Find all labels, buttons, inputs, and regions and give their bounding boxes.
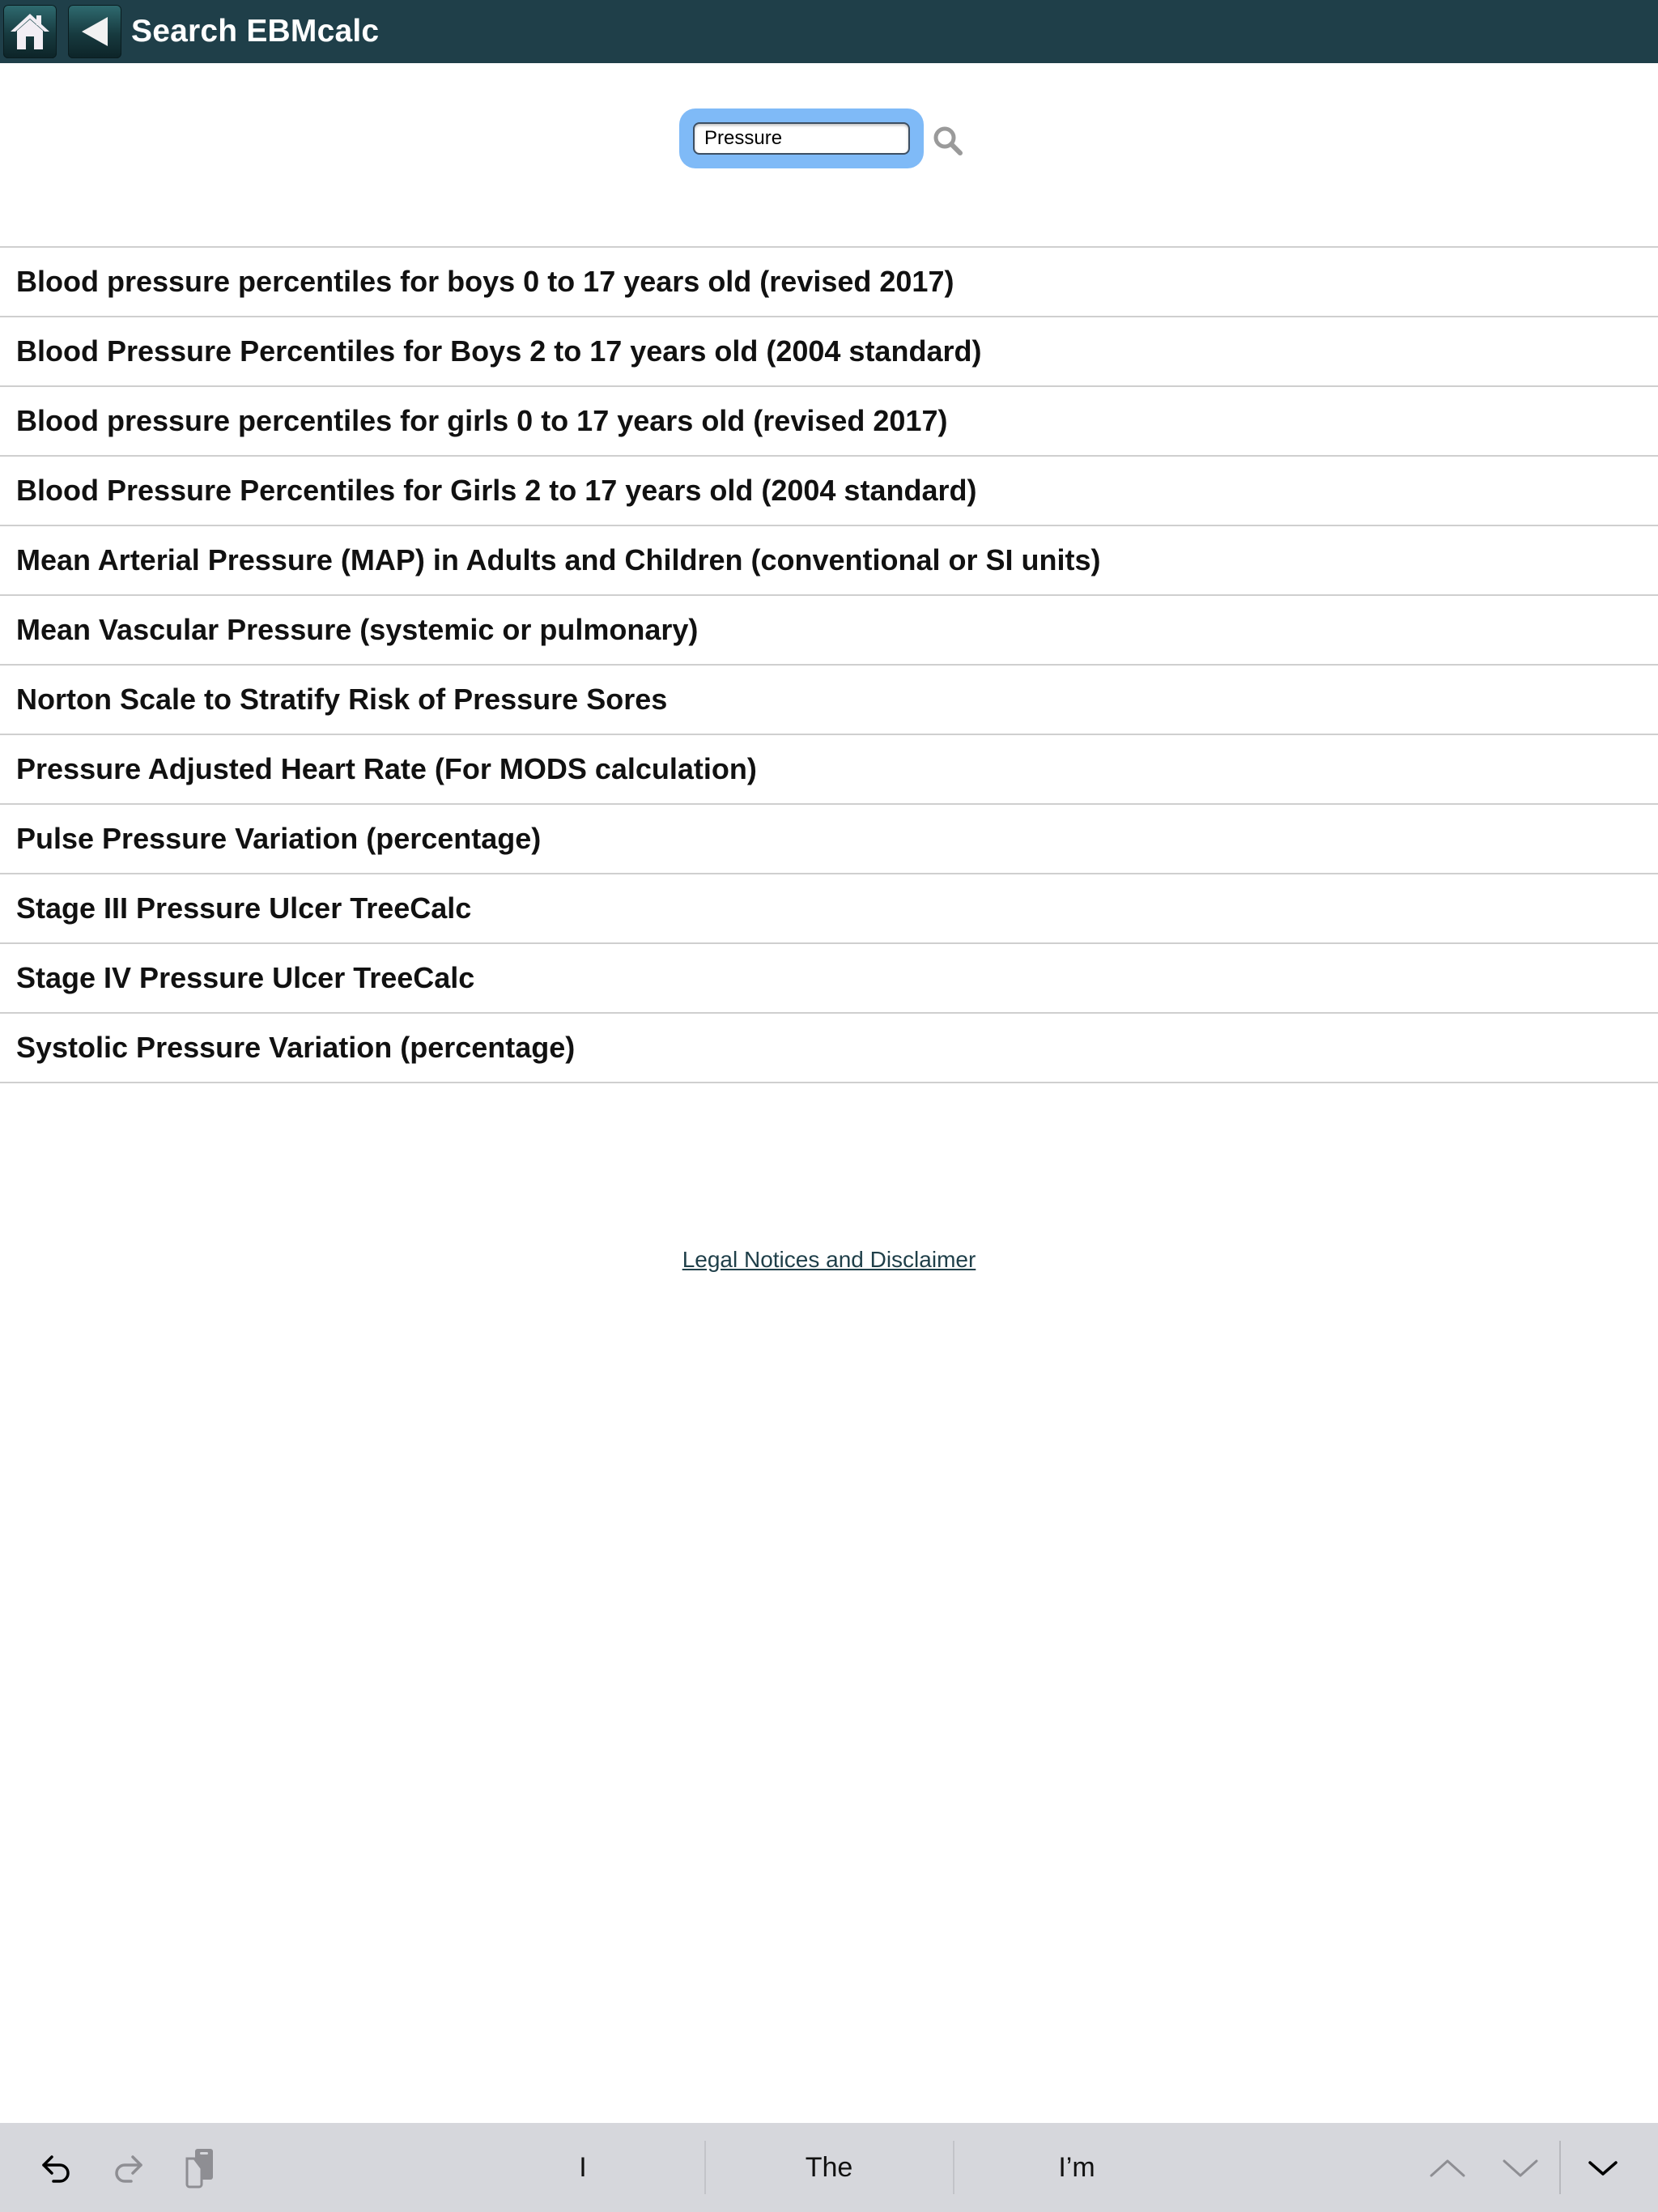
keyboard-shortcut-bar [0,2123,1658,2212]
dismiss-keyboard-button[interactable] [1579,2144,1627,2193]
search-input[interactable] [693,122,910,155]
toolbar-divider [1559,2141,1561,2194]
keyboard-dismiss-icon [1585,2156,1621,2180]
result-item[interactable]: Blood pressure percentiles for girls 0 to 17 years old (revised 2017) [0,387,1658,457]
result-item[interactable]: Blood Pressure Percentiles for Girls 2 to 17 years old (2004 standard) [0,457,1658,526]
magnifier-icon [932,125,964,157]
previous-field-button[interactable] [1423,2144,1472,2193]
search-field-focus-ring [679,108,924,168]
suggestion-divider [704,2141,706,2194]
clipboard-icon [183,2147,219,2189]
result-item[interactable]: Mean Arterial Pressure (MAP) in Adults and Children (conventional or SI units) [0,526,1658,596]
suggestion-3[interactable]: I’m [1058,2152,1095,2183]
legal-notices-link[interactable]: Legal Notices and Disclaimer [682,1247,976,1272]
next-field-button[interactable] [1496,2144,1545,2193]
chevron-down-icon [1501,2156,1540,2180]
undo-icon [39,2150,74,2186]
result-item[interactable]: Stage IV Pressure Ulcer TreeCalc [0,944,1658,1014]
redo-icon [110,2150,146,2186]
back-arrow-icon [77,14,113,49]
paste-button[interactable] [176,2144,225,2193]
redo-button[interactable] [104,2144,152,2193]
search-results-list [0,246,1658,1083]
result-item[interactable]: Blood Pressure Percentiles for Boys 2 to 17 years old (2004 standard) [0,317,1658,387]
result-item[interactable]: Systolic Pressure Variation (percentage) [0,1014,1658,1083]
page-title: Search EBMcalc [131,14,380,49]
result-item[interactable]: Mean Vascular Pressure (systemic or pulmonary) [0,596,1658,666]
home-icon [9,11,51,53]
result-item[interactable]: Stage III Pressure Ulcer TreeCalc [0,874,1658,944]
chevron-up-icon [1428,2156,1467,2180]
search-button[interactable] [931,124,965,158]
suggestion-divider [953,2141,954,2194]
suggestion-1[interactable]: I [579,2152,587,2183]
result-item[interactable]: Pressure Adjusted Heart Rate (For MODS calculation) [0,735,1658,805]
suggestion-2[interactable]: The [805,2152,853,2183]
undo-button[interactable] [32,2144,81,2193]
result-item[interactable]: Norton Scale to Stratify Risk of Pressure Sores [0,666,1658,735]
result-item[interactable]: Blood pressure percentiles for boys 0 to 17 years old (revised 2017) [0,248,1658,317]
app-header [0,0,1658,63]
footer [0,1247,1658,1273]
home-button[interactable] [3,5,57,58]
result-item[interactable]: Pulse Pressure Variation (percentage) [0,805,1658,874]
back-button[interactable] [68,5,121,58]
